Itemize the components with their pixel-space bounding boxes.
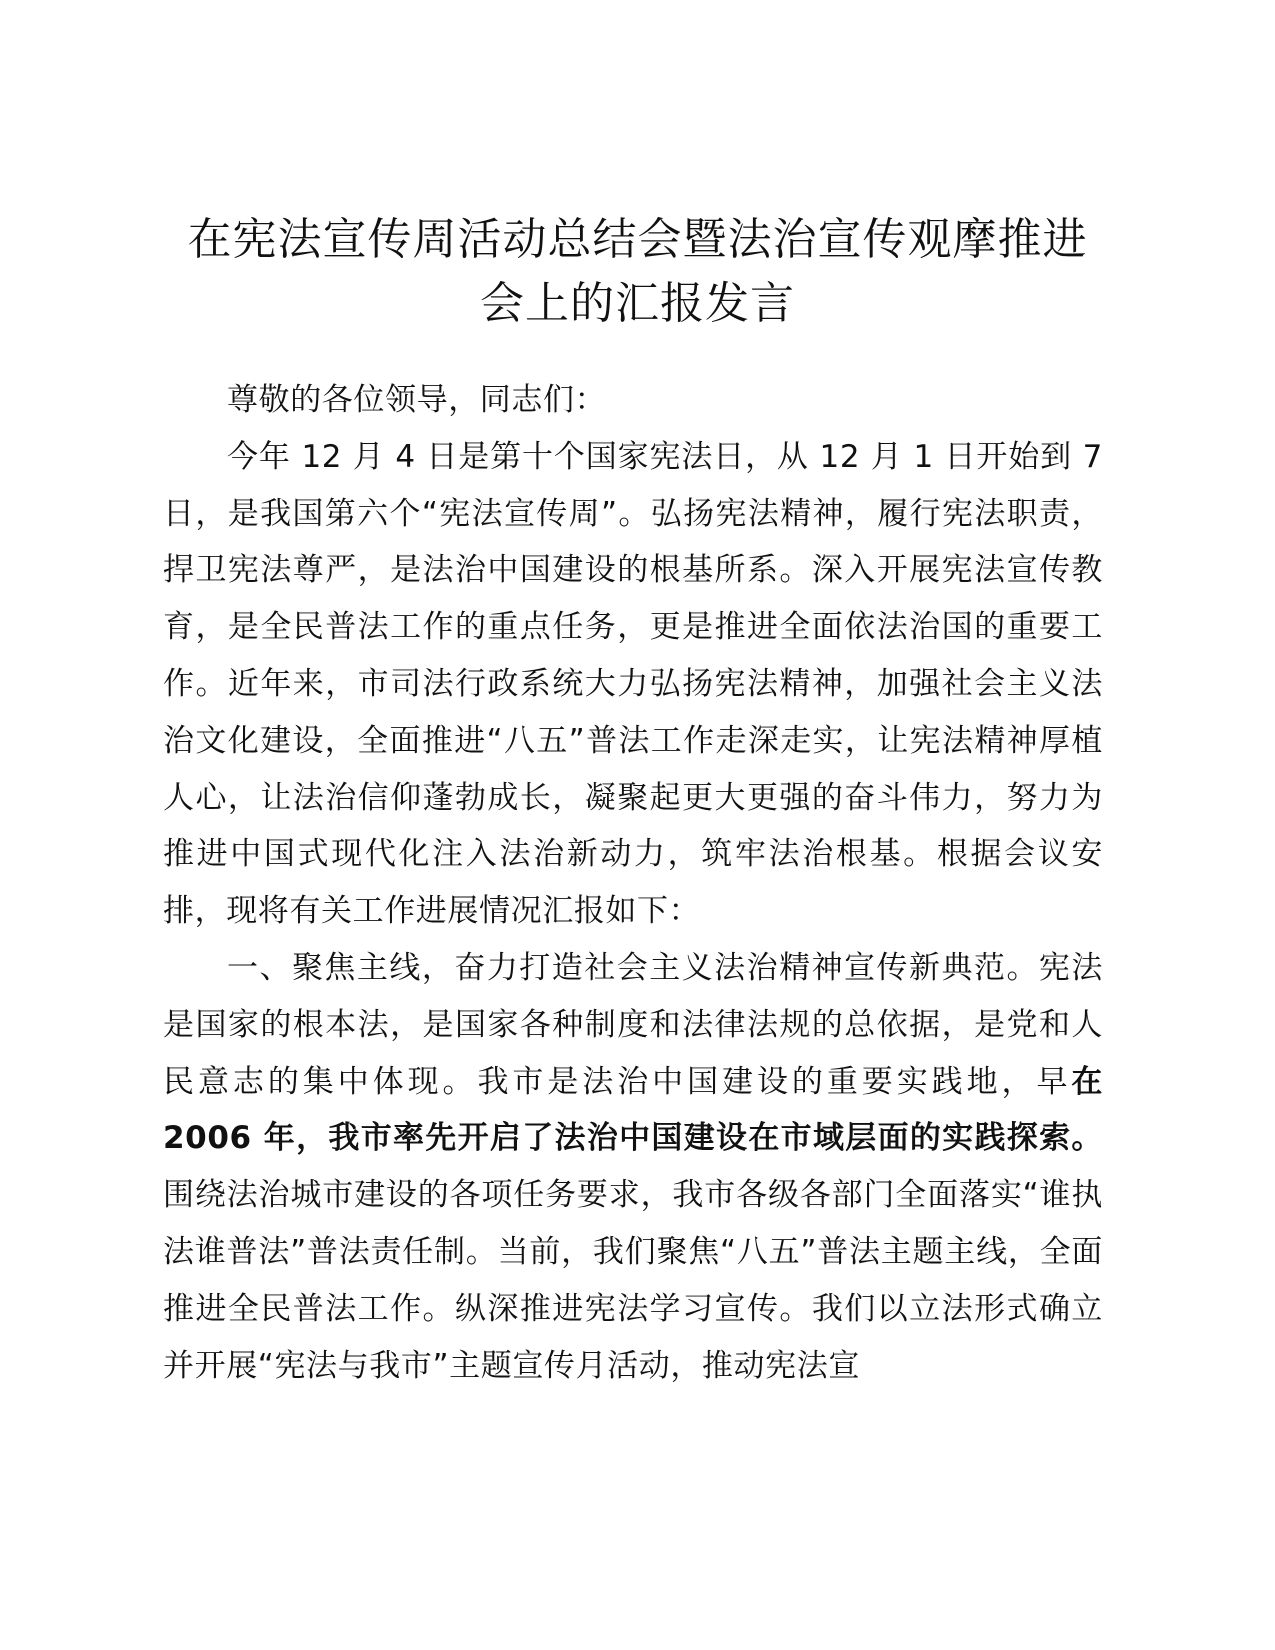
title-line-2: 会上的汇报发言 <box>480 278 795 329</box>
salutation: 尊敬的各位领导，同志们： <box>227 382 607 418</box>
section-text-b: 围绕法治城市建设的各项任务要求，我市各级各部门全面落实“谁执法谁普法”普法责任制。当前，我们聚焦“八五”普法主题主线，全面推进全民普法工作。纵深推进宪法学习宣传。我们以立法形式确立并开展“宪法与我市”主题宣传月活动，推动宪法宣 <box>163 1177 1103 1384</box>
paragraph-intro: 今年 12 月 4 日是第十个国家宪法日，从 12 月 1 日开始到 7 日，是我国第六个“宪法宣传周”。弘扬宪法精神，履行宪法职责，捍卫宪法尊严，是法治中国建设的根基所系。深入开展宪法宣传教育，是全民普法工作的重点任务，更是推进全面依法治国的重要工作。近年来，市司法行政系统大力弘扬宪法精神，加强社会主义法治文化建设，全面推进“八五”普法工作走深走实，让宪法精神厚植人心，让法治信仰蓬勃成长，凝聚起更大更强的奋斗伟力，努力为推进中国式现代化注入法治新动力，筑牢法治根基。根据会议安排，现将有关工作进展情况汇报如下： <box>163 438 1103 930</box>
section-text-a: 宪法是国家的根本法，是国家各种制度和法律法规的总依据，是党和人民意志的集中体现。我市是法治中国建设的重要实践地，早 <box>163 949 1103 1100</box>
title-line-1: 在宪法宣传周活动总结会暨法治宣传观摩推进 <box>187 214 1088 265</box>
paragraph-section-one <box>163 940 1103 1394</box>
section-heading: 一、聚焦主线，奋力打造社会主义法治精神宣传新典范。 <box>227 949 1039 986</box>
document-title <box>150 208 1125 336</box>
section-text-bold: 在 2006 年，我市率先开启了法治中国建设在市域层面的实践探索。 <box>163 1063 1103 1157</box>
document-body <box>163 372 1103 1394</box>
